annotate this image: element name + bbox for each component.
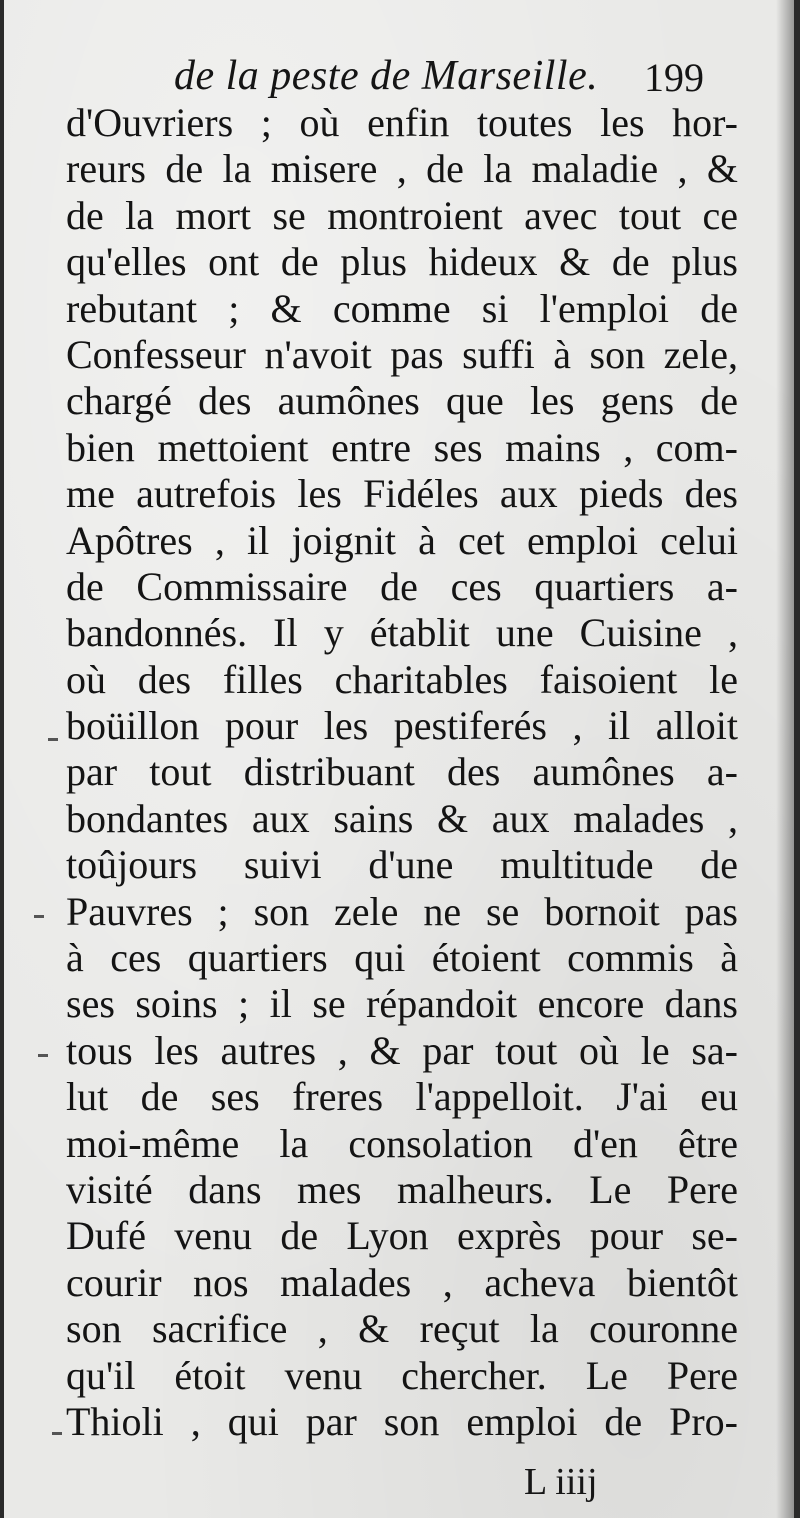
- text-line: lut de ses freres l'appelloit. J'ai eu: [66, 1074, 738, 1120]
- text-line: d'Ouvriers ; où enfin toutes les hor-: [66, 100, 738, 145]
- text-line: tous les autres , & par tout où le sa-: [66, 1027, 738, 1073]
- text-line: rebutant ; & comme si l'emploi de: [66, 285, 738, 331]
- text-line: Pauvres ; son zele ne se bornoit pas: [66, 888, 738, 934]
- text-line: bandonnés. Il y établit une Cuisine ,: [66, 610, 738, 656]
- text-line: qu'elles ont de plus hideux & de plus: [66, 239, 738, 285]
- text-line: visité dans mes malheurs. Le Pere: [66, 1166, 738, 1212]
- text-line: de Commissaire de ces quartiers a-: [66, 563, 738, 609]
- running-title: de la peste de Marseille.: [174, 53, 599, 99]
- text-line: Thioli , qui par son emploi de Pro-: [66, 1398, 738, 1444]
- text-line: Confesseur n'avoit pas suffi à son zele,: [66, 331, 738, 377]
- text-line: courir nos malades , acheva bientôt: [66, 1259, 738, 1305]
- text-line: boüillon pour les pestiferés , il alloit: [66, 703, 738, 749]
- margin-dash: [34, 915, 44, 918]
- text-line: Apôtres , il joignit à cet emploi celui: [66, 517, 738, 563]
- text-line: ses soins ; il se répandoit encore dans: [66, 981, 738, 1027]
- text-line: bondantes aux sains & aux malades ,: [66, 795, 738, 841]
- page-number: 199: [644, 55, 704, 100]
- text-line: chargé des aumônes que les gens de: [66, 378, 738, 424]
- text-line: où des filles charitables faisoient le: [66, 656, 738, 702]
- text-line: à ces quartiers qui étoient commis à: [66, 935, 738, 981]
- text-line: par tout distribuant des aumônes a-: [66, 749, 738, 795]
- page-edge-shadow: [776, 0, 794, 1518]
- text-line: moi-même la consolation d'en être: [66, 1120, 738, 1166]
- text-line: qu'il étoit venu chercher. Le Pere: [66, 1352, 738, 1398]
- text-line: son sacrifice , & reçut la couronne: [66, 1306, 738, 1352]
- text-line: reurs de la misere , de la maladie , &: [66, 146, 738, 192]
- text-line: bien mettoient entre ses mains , com-: [66, 424, 738, 470]
- body-text: [66, 100, 738, 1445]
- text-line: Dufé venu de Lyon exprès pour se-: [66, 1213, 738, 1259]
- margin-dash: [38, 1054, 48, 1057]
- book-page: [4, 0, 794, 1518]
- signature-mark: L iiij: [524, 1461, 598, 1503]
- text-line: de la mort se montroient avec tout ce: [66, 192, 738, 238]
- margin-dash: [48, 738, 58, 741]
- page-header: [4, 52, 794, 102]
- text-line: me autrefois les Fidéles aux pieds des: [66, 471, 738, 517]
- margin-dash: [52, 1432, 62, 1435]
- text-line: toûjours suivi d'une multitude de: [66, 842, 738, 888]
